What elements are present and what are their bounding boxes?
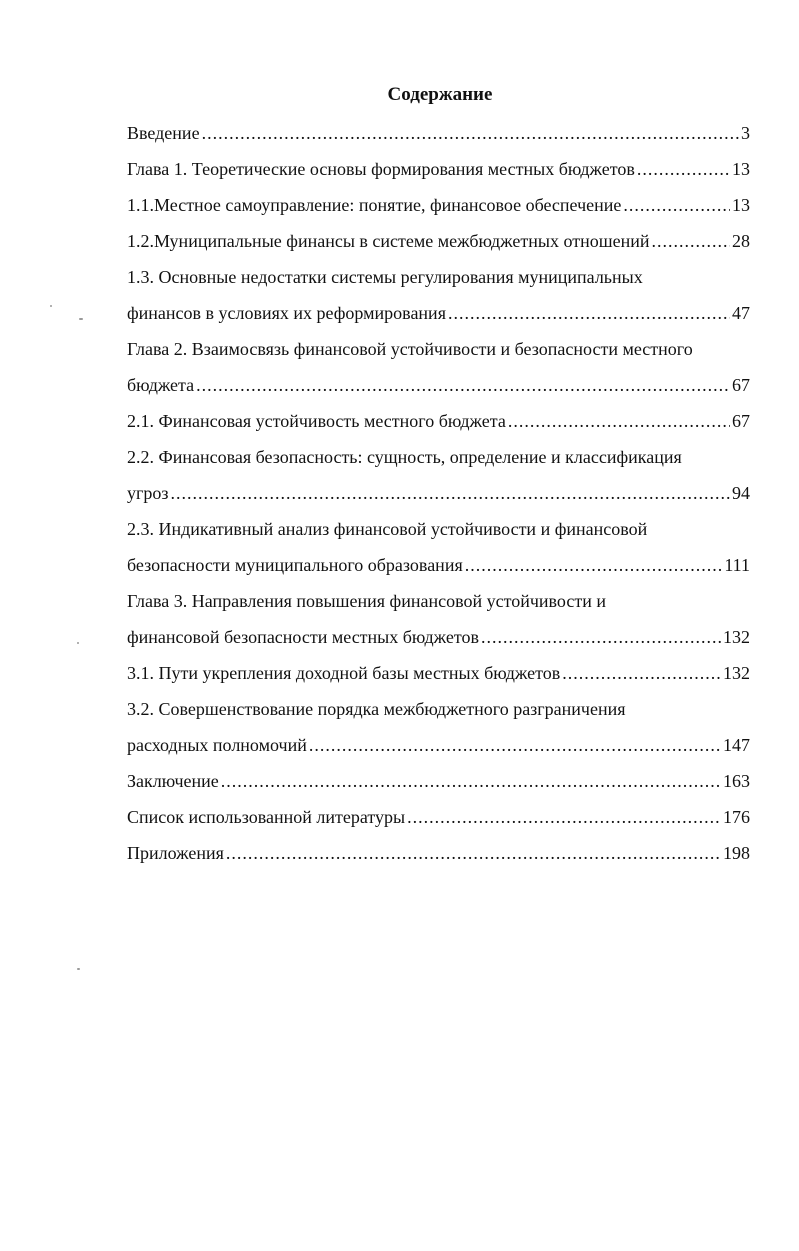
- toc-entry-title-line: 2.2. Финансовая безопасность: сущность, определение и классификация: [127, 447, 682, 467]
- toc-entry-line: [127, 223, 750, 259]
- toc-entry-line: [127, 727, 750, 763]
- toc-entry-title-line: 3.2. Совершенствование порядка межбюджетного разграничения: [127, 699, 626, 719]
- toc-section-number: 1.1.: [127, 195, 154, 215]
- dot-leader: [651, 223, 730, 259]
- toc-page-number: 3: [741, 123, 750, 143]
- toc-entry[interactable]: [127, 511, 750, 583]
- toc-page-number: 132: [723, 627, 750, 647]
- toc-entry-line: [127, 763, 750, 799]
- toc-entry[interactable]: [127, 583, 750, 655]
- toc-entry-title: угроз: [127, 483, 169, 503]
- toc-entry[interactable]: [127, 115, 750, 151]
- toc-entry-title: Приложения: [127, 843, 224, 863]
- dot-leader: [465, 547, 723, 583]
- toc-entry-title: финансовой безопасности местных бюджетов: [127, 627, 479, 647]
- dot-leader: [202, 115, 739, 151]
- toc-entry-title: Список использованной литературы: [127, 807, 406, 827]
- toc-entry-title-line: Глава 2. Взаимосвязь финансовой устойчивости и безопасности местного: [127, 339, 693, 359]
- toc-page-number: 47: [732, 303, 750, 323]
- toc-entry-title-line: Глава 3. Направления повышения финансовой устойчивости и: [127, 591, 606, 611]
- dot-leader: [226, 835, 721, 871]
- scan-speck: [79, 318, 83, 320]
- dot-leader: [637, 151, 730, 187]
- dot-leader: [448, 295, 730, 331]
- toc-entry-title: бюджета: [127, 375, 195, 395]
- toc-entry[interactable]: [127, 403, 750, 439]
- toc-entry-line: [127, 619, 750, 655]
- toc-entry-title: расходных полномочий: [127, 735, 307, 755]
- toc-page-number: 198: [723, 843, 750, 863]
- toc-entry[interactable]: [127, 655, 750, 691]
- toc-page-number: 94: [732, 483, 750, 503]
- toc-page-number: 67: [732, 375, 750, 395]
- toc-entry-title-line: 1.3. Основные недостатки системы регулирования муниципальных: [127, 267, 643, 287]
- toc-entry-line: [127, 835, 750, 871]
- toc-entry[interactable]: [127, 763, 750, 799]
- toc-page-number: 13: [732, 195, 750, 215]
- dot-leader: [171, 475, 731, 511]
- toc-page-number: 147: [723, 735, 750, 755]
- toc-entry-title: Введение: [127, 123, 200, 143]
- dot-leader: [196, 367, 730, 403]
- toc-entry-line: [127, 367, 750, 403]
- scan-speck: [50, 305, 52, 307]
- toc-entry-title: 2.1. Финансовая устойчивость местного бюджета: [127, 411, 506, 431]
- toc-entry-title: финансов в условиях их реформирования: [127, 303, 446, 323]
- dot-leader: [623, 187, 730, 223]
- toc-entry-line: [127, 475, 750, 511]
- toc-page-number: 28: [732, 231, 750, 251]
- toc-page-number: 163: [723, 771, 750, 791]
- toc-page-number: 67: [732, 411, 750, 431]
- toc-entry-line: [127, 403, 750, 439]
- toc-entry-title: Местное самоуправление: понятие, финансовое обеспечение: [154, 195, 622, 215]
- toc-entry[interactable]: [127, 187, 750, 223]
- toc-entry-title: Глава 1. Теоретические основы формирования местных бюджетов: [127, 159, 635, 179]
- dot-leader: [508, 403, 730, 439]
- dot-leader: [309, 727, 721, 763]
- toc-entry[interactable]: [127, 223, 750, 259]
- toc-entry-title: 3.1. Пути укрепления доходной базы местных бюджетов: [127, 663, 561, 683]
- toc-entry-line: [127, 187, 750, 223]
- toc-entry-line: [127, 799, 750, 835]
- dot-leader: [407, 799, 721, 835]
- scan-speck: [77, 968, 80, 970]
- toc-entry-line: [127, 547, 750, 583]
- dot-leader: [481, 619, 721, 655]
- toc-page-number: 111: [724, 555, 750, 575]
- toc-entry[interactable]: [127, 691, 750, 763]
- toc-entry-line: [127, 655, 750, 691]
- toc-entry-line: [127, 115, 750, 151]
- toc-entry-title: Муниципальные финансы в системе межбюджетных отношений: [154, 231, 650, 251]
- toc-entry-line: [127, 295, 750, 331]
- dot-leader: [221, 763, 721, 799]
- toc-section-number: 1.2.: [127, 231, 154, 251]
- toc-entry[interactable]: [127, 151, 750, 187]
- toc-entry[interactable]: [127, 835, 750, 871]
- toc-entry-title: Заключение: [127, 771, 219, 791]
- dot-leader: [562, 655, 721, 691]
- toc-page-number: 132: [723, 663, 750, 683]
- toc-entry-title-line: 2.3. Индикативный анализ финансовой устойчивости и финансовой: [127, 519, 648, 539]
- table-of-contents: [127, 115, 750, 871]
- toc-entry[interactable]: [127, 331, 750, 403]
- page-title: Содержание: [387, 84, 493, 105]
- toc-entry[interactable]: [127, 799, 750, 835]
- toc-entry-line: [127, 151, 750, 187]
- toc-page-number: 13: [732, 159, 750, 179]
- toc-page-number: 176: [723, 807, 750, 827]
- scan-speck: [77, 642, 79, 644]
- toc-entry[interactable]: [127, 259, 750, 331]
- toc-entry[interactable]: [127, 439, 750, 511]
- toc-entry-title: безопасности муниципального образования: [127, 555, 463, 575]
